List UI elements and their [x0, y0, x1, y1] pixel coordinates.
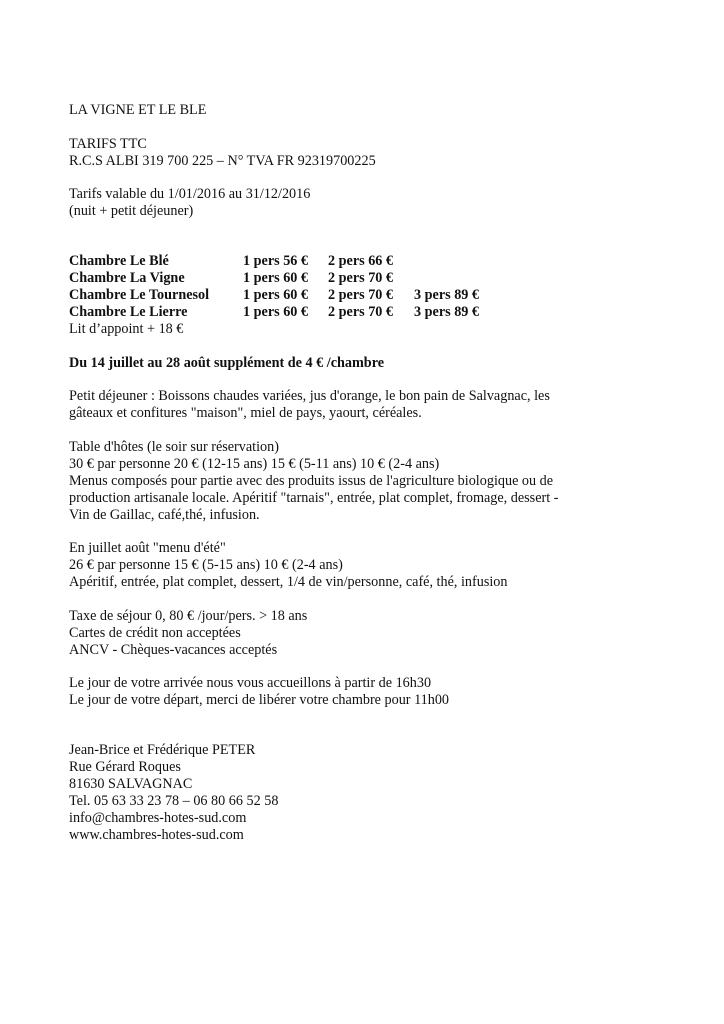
room-row [69, 304, 689, 321]
summer-menu-line: Apéritif, entrée, plat complet, dessert, 1/4 de vin/personne, café, thé, infusion [69, 574, 508, 590]
contact-website: www.chambres-hotes-sud.com [69, 827, 244, 843]
price-3-persons [414, 253, 504, 270]
validity-line: Tarifs valable du 1/01/2016 au 31/12/2016 [69, 186, 311, 202]
basis-line: (nuit + petit déjeuner) [69, 203, 194, 219]
document-page [69, 102, 689, 844]
table-hotes-line: Vin de Gaillac, café,thé, infusion. [69, 506, 260, 523]
breakfast-line: gâteaux et confitures "maison", miel de pays, yaourt, céréales. [69, 405, 422, 421]
rcs-line: R.C.S ALBI 319 700 225 – N° TVA FR 92319700225 [69, 152, 376, 169]
room-row [69, 270, 689, 287]
contact-city: 81630 SALVAGNAC [69, 776, 193, 792]
contact-names: Jean-Brice et Frédérique PETER [69, 742, 256, 758]
table-hotes-line: 30 € par personne 20 € (12-15 ans) 15 € (5-11 ans) 10 € (2-4 ans) [69, 455, 440, 472]
price-2-persons: 2 pers 70 € [328, 287, 394, 303]
price-3-persons [414, 270, 504, 287]
payment-line: Cartes de crédit non acceptées [69, 624, 241, 641]
price-2-persons: 2 pers 70 € [328, 270, 394, 286]
room-name: Chambre Le Blé [69, 253, 169, 269]
price-2-persons: 2 pers 70 € [328, 304, 394, 320]
breakfast-line: Petit déjeuner : Boissons chaudes variées, jus d'orange, le bon pain de Salvagnac, les [69, 388, 550, 404]
room-rates-table [69, 253, 689, 321]
room-name: Chambre La Vigne [69, 270, 185, 286]
room-row [69, 287, 689, 304]
document-title: LA VIGNE ET LE BLE [69, 102, 207, 118]
schedule-line: Le jour de votre départ, merci de libérer votre chambre pour 11h00 [69, 692, 450, 708]
room-name: Chambre Le Lierre [69, 304, 188, 320]
room-row [69, 253, 689, 270]
tarifs-heading: TARIFS TTC [69, 135, 147, 152]
price-3-persons: 3 pers 89 € [414, 304, 480, 320]
payment-line: ANCV - Chèques-vacances acceptés [69, 641, 278, 658]
summer-menu-line: En juillet août "menu d'été" [69, 540, 226, 556]
table-hotes-line: Table d'hôtes (le soir sur réservation) [69, 438, 279, 455]
contact-phone: Tel. 05 63 33 23 78 – 06 80 66 52 58 [69, 793, 279, 809]
extra-bed-line: Lit d’appoint + 18 € [69, 321, 184, 337]
price-1-person: 1 pers 56 € [243, 253, 309, 269]
schedule-line: Le jour de votre arrivée nous vous accueillons à partir de 16h30 [69, 675, 432, 691]
table-hotes-line: production artisanale locale. Apéritif "tarnais", entrée, plat complet, fromage, dessert - [69, 489, 559, 506]
table-hotes-line: Menus composés pour partie avec des produits issus de l'agriculture biologique ou de [69, 472, 554, 489]
contact-block [69, 742, 689, 844]
room-name: Chambre Le Tournesol [69, 287, 210, 303]
price-1-person: 1 pers 60 € [243, 304, 309, 320]
price-1-person: 1 pers 60 € [243, 270, 309, 286]
price-3-persons: 3 pers 89 € [414, 287, 480, 303]
contact-street: Rue Gérard Roques [69, 759, 181, 775]
price-2-persons: 2 pers 66 € [328, 253, 394, 269]
payment-line: Taxe de séjour 0, 80 € /jour/pers. > 18 ans [69, 607, 308, 624]
summer-supplement-line: Du 14 juillet au 28 août supplément de 4 € /chambre [69, 354, 385, 371]
contact-email: info@chambres-hotes-sud.com [69, 810, 247, 826]
price-1-person: 1 pers 60 € [243, 287, 309, 303]
summer-menu-line: 26 € par personne 15 € (5-15 ans) 10 € (2-4 ans) [69, 557, 343, 573]
